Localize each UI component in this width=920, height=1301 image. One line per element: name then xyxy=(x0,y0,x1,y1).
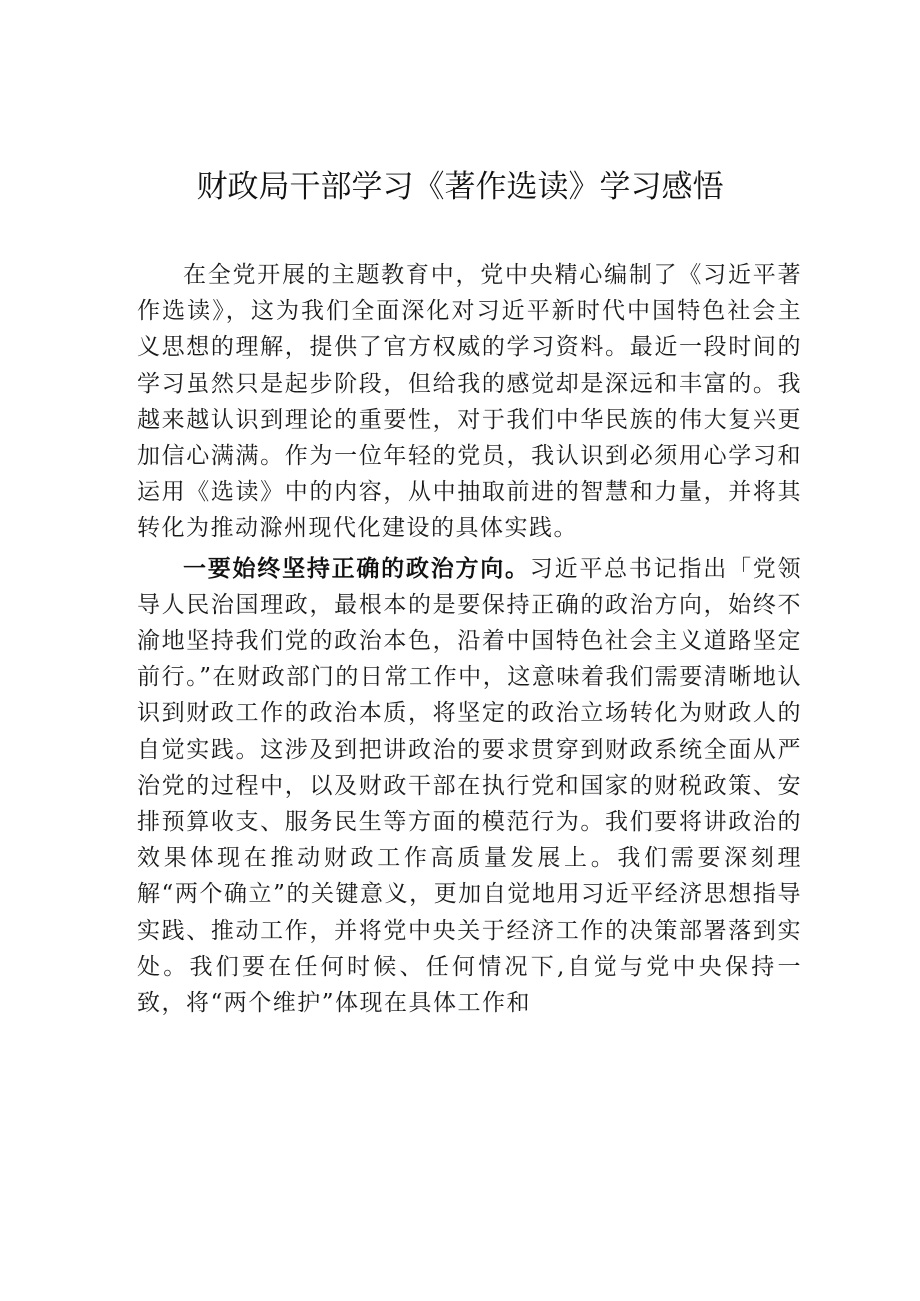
paragraph-text: 习近平总书记指出「党领导人民治国理政，最根本的是要保持正确的政治方向，始终不渝地坚持我们党的政治本色，沿着中国特色社会主义道路坚定前行。”在财政部门的日常工作中，这意味着我们需要清晰地认识到财政工作的政治本质，将坚定的政治立场转化为财政人的自觉实践。这涉及到把讲政治的要求贯穿到财政系统全面从严治党的过程中，以及财政干部在执行党和国家的财税政策、安排预算收支、服务民生等方面的模范行为。我们要将讲政治的效果体现在推动财政工作高质量发展上。我们需要深刻理解“两个确立”的关键意义，更加自觉地用习近平经济思想指导实践、推动工作，并将党中央关于经济工作的决策部署落到实处。我们要在任何时候、任何情况下,自觉与党中央保持一致，将“两个维护”体现在具体工作和 xyxy=(137,555,803,1017)
paragraph-text: 在全党开展的主题教育中，党中央精心编制了《习近平著作选读》，这为我们全面深化对习近平新时代中国特色社会主义思想的理解，提供了官方权威的学习资料。最近一段时间的学习虽然只是起步阶段，但给我的感觉却是深远和丰富的。我越来越认识到理论的重要性，对于我们中华民族的伟大复兴更加信心满满。作为一位年轻的党员，我认识到必须用心学习和运用《选读》中的内容，从中抽取前进的智慧和力量，并将其转化为推动滁州现代化建设的具体实践。 xyxy=(137,262,802,542)
paragraph-political-direction xyxy=(137,551,802,1022)
paragraph-lead: 一要始终坚持正确的政治方向。 xyxy=(183,554,530,582)
paragraph-intro xyxy=(137,257,802,547)
document-body xyxy=(137,257,802,1021)
document-title: 财政局干部学习《著作选读》学习感悟 xyxy=(196,169,724,205)
